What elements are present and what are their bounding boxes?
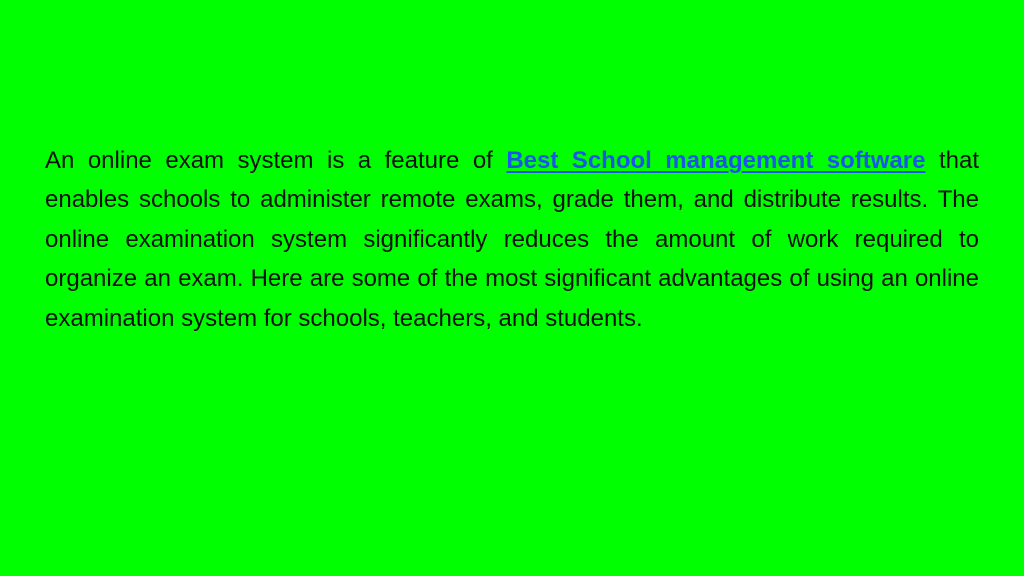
best-school-management-software-link[interactable]: Best School management software — [506, 147, 926, 174]
paragraph-text-before-link: An online exam system is a feature of — [45, 147, 507, 174]
slide-content — [45, 141, 979, 338]
body-paragraph — [45, 141, 979, 338]
paragraph-text-after-link: that enables schools to administer remote exams, grade them, and distribute results. The online examination system significantly reduces the amount of work required to organize an exam. Here are some of the most significant advantages of using an online examination system for schools, teachers, and students. — [45, 147, 980, 332]
